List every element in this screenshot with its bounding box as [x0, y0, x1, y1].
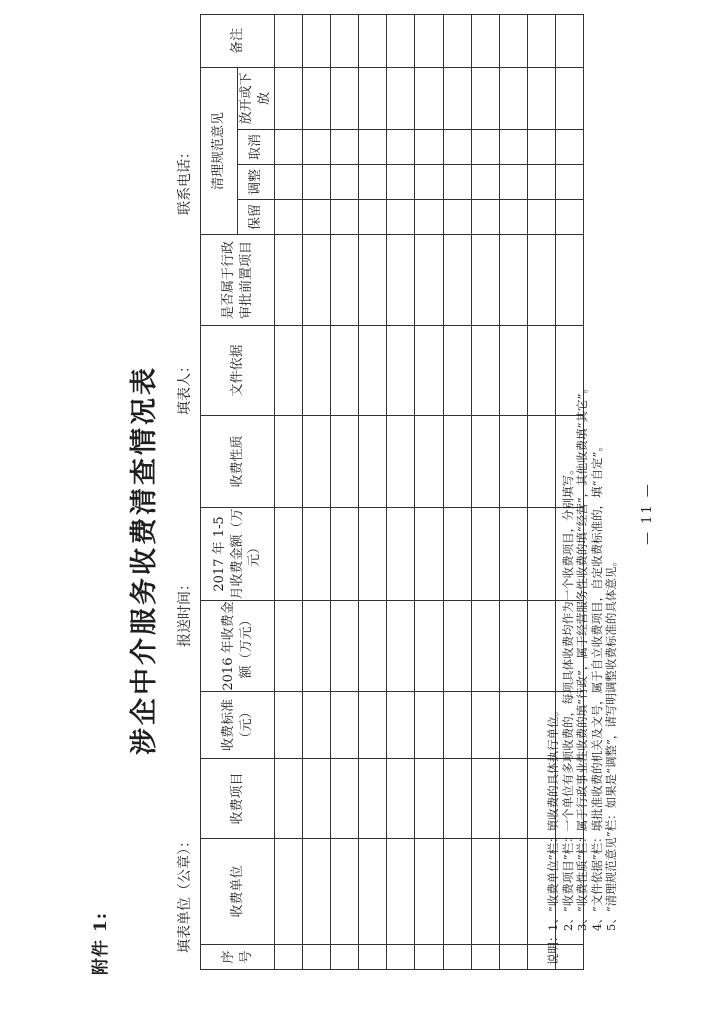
table-cell — [555, 14, 583, 67]
table-cell — [275, 416, 303, 508]
table-cell — [415, 14, 443, 67]
table-cell — [331, 945, 359, 970]
table-cell — [303, 326, 331, 416]
table-cell — [275, 601, 303, 692]
table-body — [275, 14, 584, 969]
table-cell — [275, 165, 303, 200]
table-cell — [359, 839, 387, 945]
table-row — [443, 14, 471, 969]
note-item: 3、“收费性质”栏：属于行政事业性收费的填“行政”，属于经营服务性收费的填“经营”，其他收费填“其它”。 — [575, 382, 589, 931]
table-cell — [275, 508, 303, 601]
header-fee-unit: 收费单位 — [201, 839, 275, 945]
note-item: 2、“收费项目”栏：一个单位有多项收费的，每项具体收费均作为一个收费项目，分别填写。 — [560, 463, 575, 931]
table-cell — [415, 130, 443, 165]
appendix-label: 附件 1: — [91, 911, 111, 975]
table-cell — [387, 130, 415, 165]
table-cell — [471, 165, 499, 200]
table-cell — [499, 200, 527, 235]
table-cell — [499, 326, 527, 416]
table-cell — [303, 692, 331, 759]
table-cell — [443, 326, 471, 416]
table-cell — [471, 326, 499, 416]
table-cell — [275, 326, 303, 416]
table-cell — [359, 165, 387, 200]
table-row — [471, 14, 499, 969]
header-index: 序号 — [201, 945, 275, 970]
table-cell — [331, 326, 359, 416]
table-cell — [303, 14, 331, 67]
table-cell — [359, 508, 387, 601]
table-cell — [415, 945, 443, 970]
header-opinion-keep: 保留 — [238, 200, 275, 235]
table-cell — [303, 200, 331, 235]
table-cell — [415, 416, 443, 508]
table-cell — [359, 945, 387, 970]
table-cell — [499, 130, 527, 165]
table-cell — [527, 130, 555, 165]
table-cell — [387, 601, 415, 692]
table-cell — [387, 416, 415, 508]
table-row — [415, 14, 443, 969]
table-cell — [527, 200, 555, 235]
header-opinion-cancel: 取消 — [238, 130, 275, 165]
table-cell — [415, 326, 443, 416]
table-cell — [471, 508, 499, 601]
table-cell — [415, 165, 443, 200]
header-fee-standard: 收费标准（元） — [201, 692, 275, 759]
notes-section — [546, 382, 619, 965]
table-cell — [303, 416, 331, 508]
table-cell — [331, 692, 359, 759]
table-cell — [359, 200, 387, 235]
table-cell — [387, 67, 415, 129]
table-cell — [387, 508, 415, 601]
table-cell — [443, 14, 471, 67]
table-cell — [331, 601, 359, 692]
table-cell — [555, 67, 583, 129]
table-cell — [331, 200, 359, 235]
table-row — [331, 14, 359, 969]
table-cell — [527, 67, 555, 129]
table-cell — [387, 235, 415, 326]
note-item: 5、“清理规范意见”栏：如果是“调整”，请写明调整收费标准的具体意见。 — [604, 555, 618, 931]
table-cell — [331, 67, 359, 129]
table-cell — [359, 130, 387, 165]
header-cleanup-opinion: 清理规范意见 — [201, 67, 238, 234]
table-cell — [499, 601, 527, 692]
table-cell — [303, 165, 331, 200]
header-fee-item: 收费项目 — [201, 759, 275, 839]
table-cell — [471, 692, 499, 759]
table-row — [499, 14, 527, 969]
notes-title: 说明： — [546, 930, 560, 965]
table-cell — [555, 165, 583, 200]
table-cell — [359, 235, 387, 326]
table-cell — [303, 508, 331, 601]
table-cell — [415, 508, 443, 601]
table-cell — [359, 67, 387, 129]
table-cell — [499, 692, 527, 759]
table-cell — [415, 601, 443, 692]
table-cell — [303, 839, 331, 945]
table-cell — [387, 165, 415, 200]
table-cell — [443, 67, 471, 129]
table-cell — [303, 235, 331, 326]
table-cell — [275, 130, 303, 165]
table-cell — [331, 14, 359, 67]
table-cell — [387, 200, 415, 235]
table-cell — [471, 416, 499, 508]
table-cell — [387, 839, 415, 945]
table-cell — [443, 165, 471, 200]
table-cell — [359, 416, 387, 508]
table-cell — [527, 235, 555, 326]
table-cell — [471, 235, 499, 326]
table-cell — [443, 759, 471, 839]
table-cell — [387, 14, 415, 67]
table-cell — [415, 839, 443, 945]
fee-inspection-table — [200, 14, 584, 970]
table-cell — [471, 67, 499, 129]
table-cell — [499, 67, 527, 129]
table-cell — [275, 14, 303, 67]
table-cell — [443, 200, 471, 235]
table-cell — [443, 692, 471, 759]
table-cell — [527, 14, 555, 67]
table-cell — [499, 14, 527, 67]
table-cell — [331, 416, 359, 508]
table-cell — [303, 67, 331, 129]
note-item: 1、“收费单位”栏：填收费的具体执行单位。 — [546, 704, 560, 931]
table-cell — [303, 945, 331, 970]
header-opinion-release: 放开或下放 — [238, 67, 275, 129]
table-cell — [275, 200, 303, 235]
table-cell — [415, 759, 443, 839]
table-cell — [387, 692, 415, 759]
table-row — [359, 14, 387, 969]
filling-unit-label: 填表单位（公章）： — [177, 834, 193, 953]
table-cell — [387, 945, 415, 970]
table-cell — [555, 235, 583, 326]
table-cell — [275, 235, 303, 326]
table-cell — [555, 200, 583, 235]
page-title: 涉企中介服务收费清查情况表 — [129, 365, 160, 755]
table-cell — [331, 508, 359, 601]
submission-time-label: 报送时间： — [177, 577, 193, 647]
table-cell — [471, 14, 499, 67]
header-amount-2016: 2016 年收费金额（万元） — [201, 601, 275, 692]
table-cell — [499, 945, 527, 970]
header-amount-2017: 2017 年 1-5 月收费金额（万元） — [201, 508, 275, 601]
table-cell — [443, 235, 471, 326]
page-number: — 11 — — [640, 482, 655, 545]
table-cell — [555, 130, 583, 165]
table-cell — [471, 839, 499, 945]
table-cell — [387, 759, 415, 839]
table-cell — [359, 326, 387, 416]
table-cell — [331, 130, 359, 165]
table-row — [303, 14, 331, 969]
table-cell — [499, 235, 527, 326]
table-cell — [415, 692, 443, 759]
table-cell — [499, 508, 527, 601]
table-cell — [387, 326, 415, 416]
table-cell — [471, 130, 499, 165]
table-cell — [275, 692, 303, 759]
header-document-basis: 文件依据 — [201, 326, 275, 416]
table-cell — [499, 416, 527, 508]
table-cell — [331, 235, 359, 326]
table-cell — [275, 759, 303, 839]
table-cell — [443, 508, 471, 601]
contact-phone-label: 联系电话： — [177, 145, 193, 215]
table-cell — [415, 67, 443, 129]
table-cell — [499, 759, 527, 839]
header-fee-nature: 收费性质 — [201, 416, 275, 508]
table-cell — [527, 165, 555, 200]
table-cell — [359, 14, 387, 67]
table-cell — [471, 945, 499, 970]
note-item: 4、“文件依据”栏：填批准收费的机关及文号，属于自立收费项目，自定收费标准的，填“自定”。 — [589, 440, 604, 931]
header-remark: 备注 — [201, 14, 275, 67]
table-cell — [331, 759, 359, 839]
table-cell — [471, 200, 499, 235]
table-cell — [359, 759, 387, 839]
table-cell — [331, 165, 359, 200]
table-cell — [303, 601, 331, 692]
table-row — [387, 14, 415, 969]
header-approval-prerequisite: 是否属于行政审批前置项目 — [201, 235, 275, 326]
table-cell — [443, 839, 471, 945]
table-cell — [415, 200, 443, 235]
table-cell — [499, 839, 527, 945]
table-cell — [275, 839, 303, 945]
table-cell — [359, 601, 387, 692]
table-cell — [443, 945, 471, 970]
table-cell — [443, 130, 471, 165]
table-cell — [275, 945, 303, 970]
table-cell — [471, 759, 499, 839]
notes-list — [546, 382, 619, 931]
table-cell — [499, 165, 527, 200]
table-cell — [359, 692, 387, 759]
table-row — [275, 14, 303, 969]
table-cell — [443, 416, 471, 508]
filler-label: 填表人： — [177, 359, 193, 415]
table-cell — [303, 759, 331, 839]
table-cell — [275, 67, 303, 129]
table-cell — [303, 130, 331, 165]
table-cell — [443, 601, 471, 692]
table-cell — [331, 839, 359, 945]
header-opinion-adjust: 调整 — [238, 165, 275, 200]
table-cell — [415, 235, 443, 326]
table-cell — [471, 601, 499, 692]
